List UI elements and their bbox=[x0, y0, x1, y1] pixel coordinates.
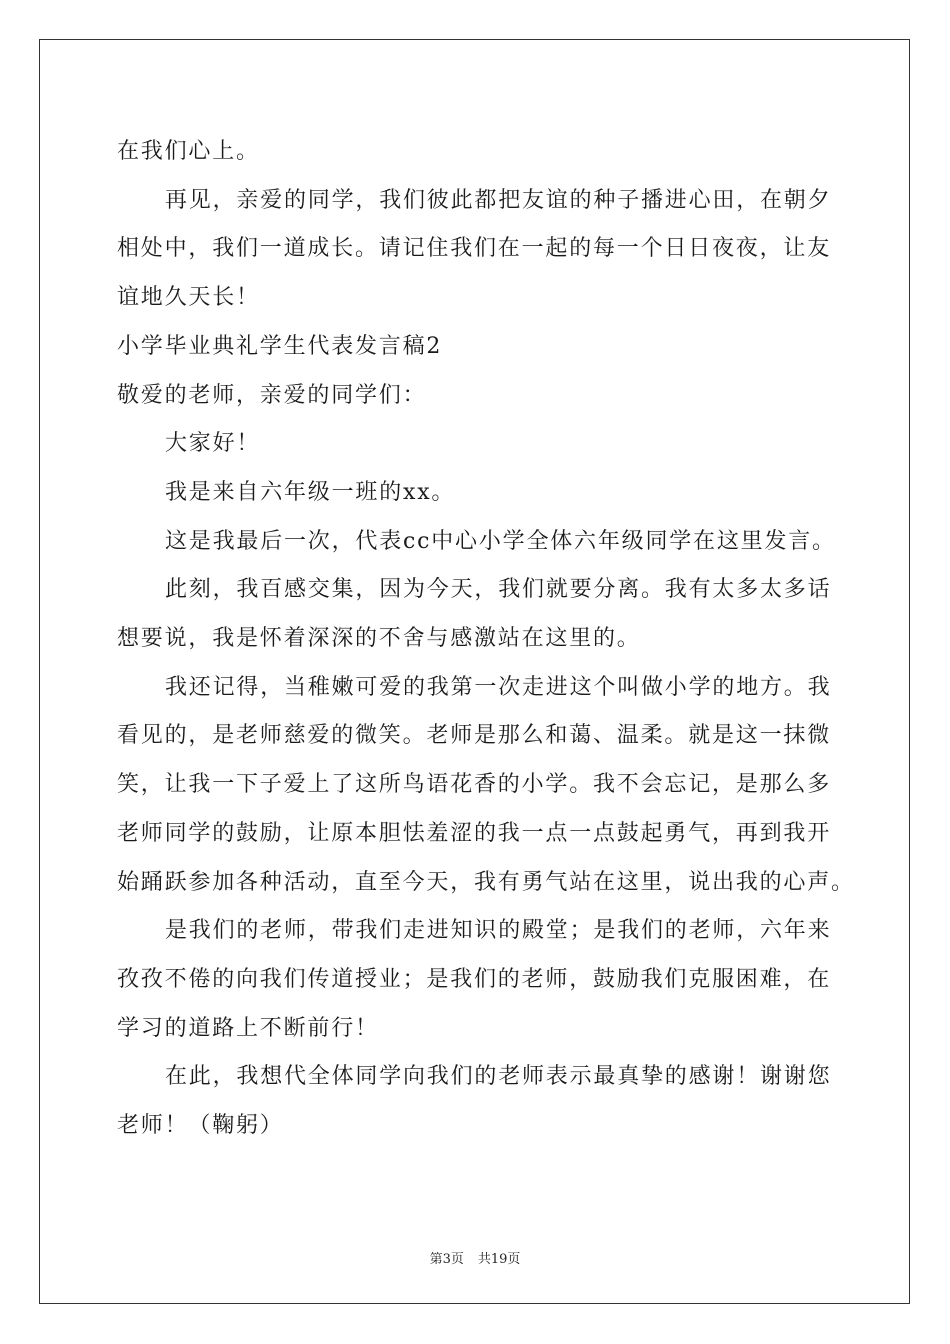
text-line: 看见的，是老师慈爱的微笑。老师是那么和蔼、温柔。就是这一抹微 bbox=[117, 723, 832, 749]
page-total: 共19页 bbox=[477, 1252, 521, 1267]
text-line: 在我们心上。 bbox=[117, 139, 260, 164]
text-line: 想要说，我是怀着深深的不舍与感激站在这里的。 bbox=[117, 626, 641, 652]
text-line: 大家好！ bbox=[165, 431, 261, 457]
page-number: 第3页 bbox=[429, 1252, 464, 1267]
text-line: 始踊跃参加各种活动，直至今天，我有勇气站在这里，说出我的心声。 bbox=[117, 869, 855, 895]
text-line: 在此，我想代全体同学向我们的老师表示最真挚的感谢！谢谢您 bbox=[165, 1064, 832, 1090]
text-line: 此刻，我百感交集，因为今天，我们就要分离。我有太多太多话 bbox=[165, 577, 832, 603]
text-line: 笑，让我一下子爱上了这所鸟语花香的小学。我不会忘记，是那么多 bbox=[117, 772, 832, 798]
text-line: 相处中，我们一道成长。请记住我们在一起的每一个日日夜夜，让友 bbox=[117, 236, 832, 262]
document-body bbox=[117, 128, 855, 1151]
text-line: 我还记得，当稚嫩可爱的我第一次走进这个叫做小学的地方。我 bbox=[165, 674, 832, 700]
text-line: 这是我最后一次，代表cc中心小学全体六年级同学在这里发言。 bbox=[165, 528, 836, 554]
page-footer bbox=[0, 1248, 950, 1267]
text-line: 是我们的老师，带我们走进知识的殿堂；是我们的老师，六年来 bbox=[165, 918, 832, 944]
text-line: 谊地久天长！ bbox=[117, 285, 260, 311]
section-heading: 小学毕业典礼学生代表发言稿2 bbox=[117, 333, 443, 359]
text-line: 我是来自六年级一班的xx。 bbox=[165, 479, 456, 505]
salutation: 敬爱的老师，亲爱的同学们： bbox=[117, 382, 427, 408]
text-line: 老师同学的鼓励，让原本胆怯羞涩的我一点一点鼓起勇气，再到我开 bbox=[117, 820, 832, 846]
text-line: 老师！（鞠躬） bbox=[117, 1113, 284, 1139]
text-line: 孜孜不倦的向我们传道授业；是我们的老师，鼓励我们克服困难，在 bbox=[117, 966, 832, 992]
text-line: 学习的道路上不断前行！ bbox=[117, 1015, 379, 1041]
text-line: 再见，亲爱的同学，我们彼此都把友谊的种子播进心田，在朝夕 bbox=[165, 187, 832, 213]
